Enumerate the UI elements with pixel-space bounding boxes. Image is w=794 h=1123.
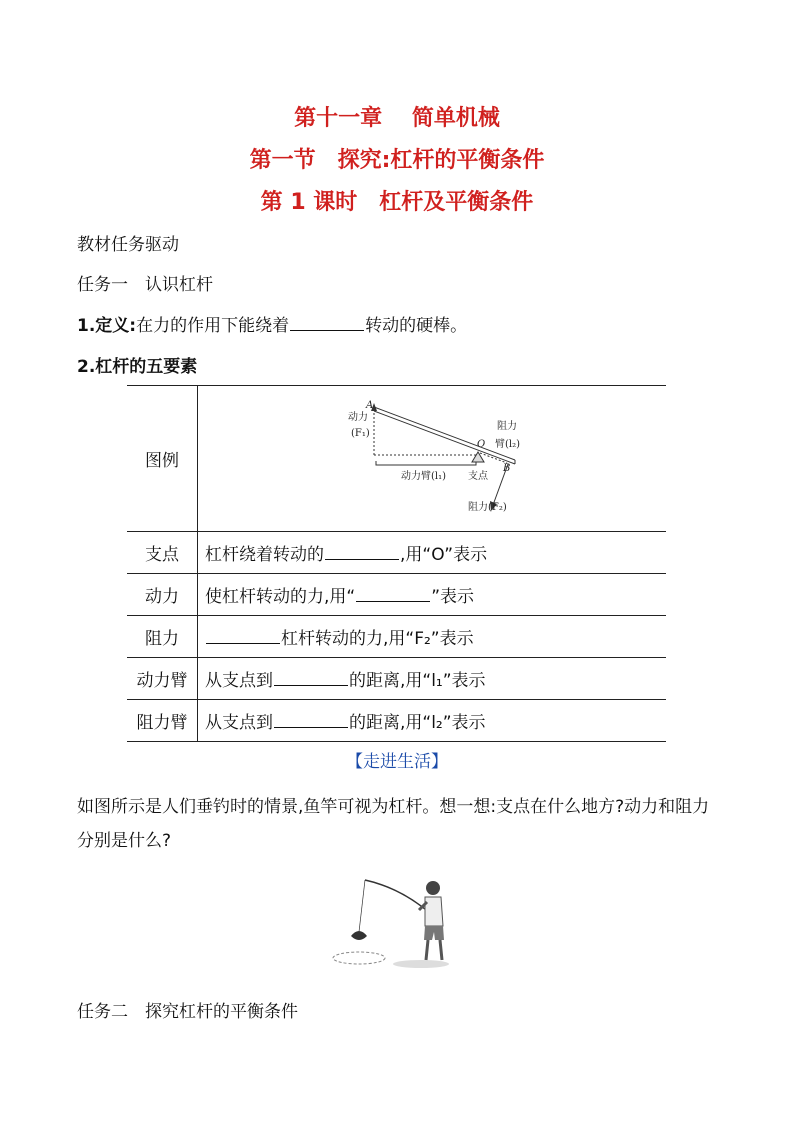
fishing-line [359, 880, 365, 932]
person-leg-left [426, 940, 428, 960]
intro-heading: 教材任务驱动 [77, 235, 179, 255]
task1-heading: 任务一 认识杠杆 [77, 275, 213, 295]
definition-label: 1.定义: [77, 316, 137, 336]
water-ripple [333, 952, 385, 964]
row-text-after: ”表示 [431, 587, 475, 607]
row-label: 阻力臂 [127, 700, 198, 742]
diagram-label-o: O [477, 439, 486, 450]
fishing-illustration [331, 870, 461, 980]
table-row [127, 532, 666, 574]
life-tag: 【走进生活】 [346, 752, 448, 772]
row-text-before: 从支点到 [205, 713, 273, 733]
diagram-label-b: B [503, 463, 511, 474]
row-text-before: 杠杆绕着转动的 [205, 545, 324, 565]
definition-text-before: 在力的作用下能绕着 [136, 316, 290, 336]
figure-label: 图例 [127, 386, 198, 532]
answer-blank[interactable] [325, 545, 399, 560]
row-label: 动力臂 [127, 658, 198, 700]
lever-bar-top [374, 407, 515, 460]
table-row [127, 658, 666, 700]
task2-heading: 任务二 探究杠杆的平衡条件 [77, 1002, 298, 1022]
row-value [198, 574, 667, 616]
row-text-before: 从支点到 [205, 671, 273, 691]
person-leg-right [440, 940, 442, 960]
table-row [127, 616, 666, 658]
row-text-after: 杠杆转动的力,用“F₂”表示 [281, 629, 474, 649]
ground-shadow [393, 960, 449, 968]
answer-blank[interactable] [206, 629, 280, 644]
five-elements-table [127, 385, 666, 742]
table-row [127, 574, 666, 616]
lesson-title: 第 1 课时 杠杆及平衡条件 [260, 190, 534, 215]
row-text-after: 的距离,用“l₂”表示 [349, 713, 486, 733]
person-head [426, 881, 440, 895]
answer-blank[interactable] [274, 713, 348, 728]
lever-bar-bottom [374, 411, 515, 464]
row-label: 阻力 [127, 616, 198, 658]
answer-blank[interactable] [356, 587, 430, 602]
definition-line [77, 313, 467, 339]
row-label: 动力 [127, 574, 198, 616]
row-text-before: 使杠杆转动的力,用“ [205, 587, 356, 607]
lever-diagram-cell [198, 386, 667, 532]
fish [351, 931, 367, 940]
row-text-after: 的距离,用“l₁”表示 [349, 671, 486, 691]
row-label: 支点 [127, 532, 198, 574]
diagram-label-fulcrum: 支点 [468, 471, 488, 482]
row-value [198, 616, 667, 658]
chapter-title: 第十一章 简单机械 [294, 106, 500, 131]
section-title: 第一节 探究:杠杆的平衡条件 [249, 148, 545, 173]
answer-blank[interactable] [274, 671, 348, 686]
diagram-label-f1b: (F₁) [351, 428, 370, 439]
row-text-after: ,用“O”表示 [400, 545, 488, 565]
life-paragraph: 如图所示是人们垂钓时的情景,鱼竿可视为杠杆。想一想:支点在什么地方?动力和阻力分别是什么? [77, 797, 710, 851]
table-row [127, 700, 666, 742]
diagram-label-f1a: 动力 [348, 412, 368, 423]
five-elements-heading: 2.杠杆的五要素 [77, 357, 198, 377]
row-value [198, 700, 667, 742]
diagram-label-f2b: 臂(l₂) [495, 439, 521, 450]
arm1-bracket [376, 461, 476, 465]
diagram-label-f2: 阻力(F₂) [468, 502, 507, 513]
person-body [425, 897, 443, 926]
table-row-figure [127, 386, 666, 532]
diagram-label-a: A [366, 400, 374, 411]
definition-blank[interactable] [290, 316, 364, 331]
diagram-label-f2a: 阻力 [497, 421, 517, 432]
definition-text-after: 转动的硬棒。 [365, 316, 468, 336]
row-value [198, 532, 667, 574]
lever-diagram [198, 387, 666, 530]
row-value [198, 658, 667, 700]
person-shorts [424, 926, 444, 940]
diagram-label-arm1: 动力臂(l₁) [401, 471, 447, 482]
fulcrum-triangle [472, 452, 484, 462]
